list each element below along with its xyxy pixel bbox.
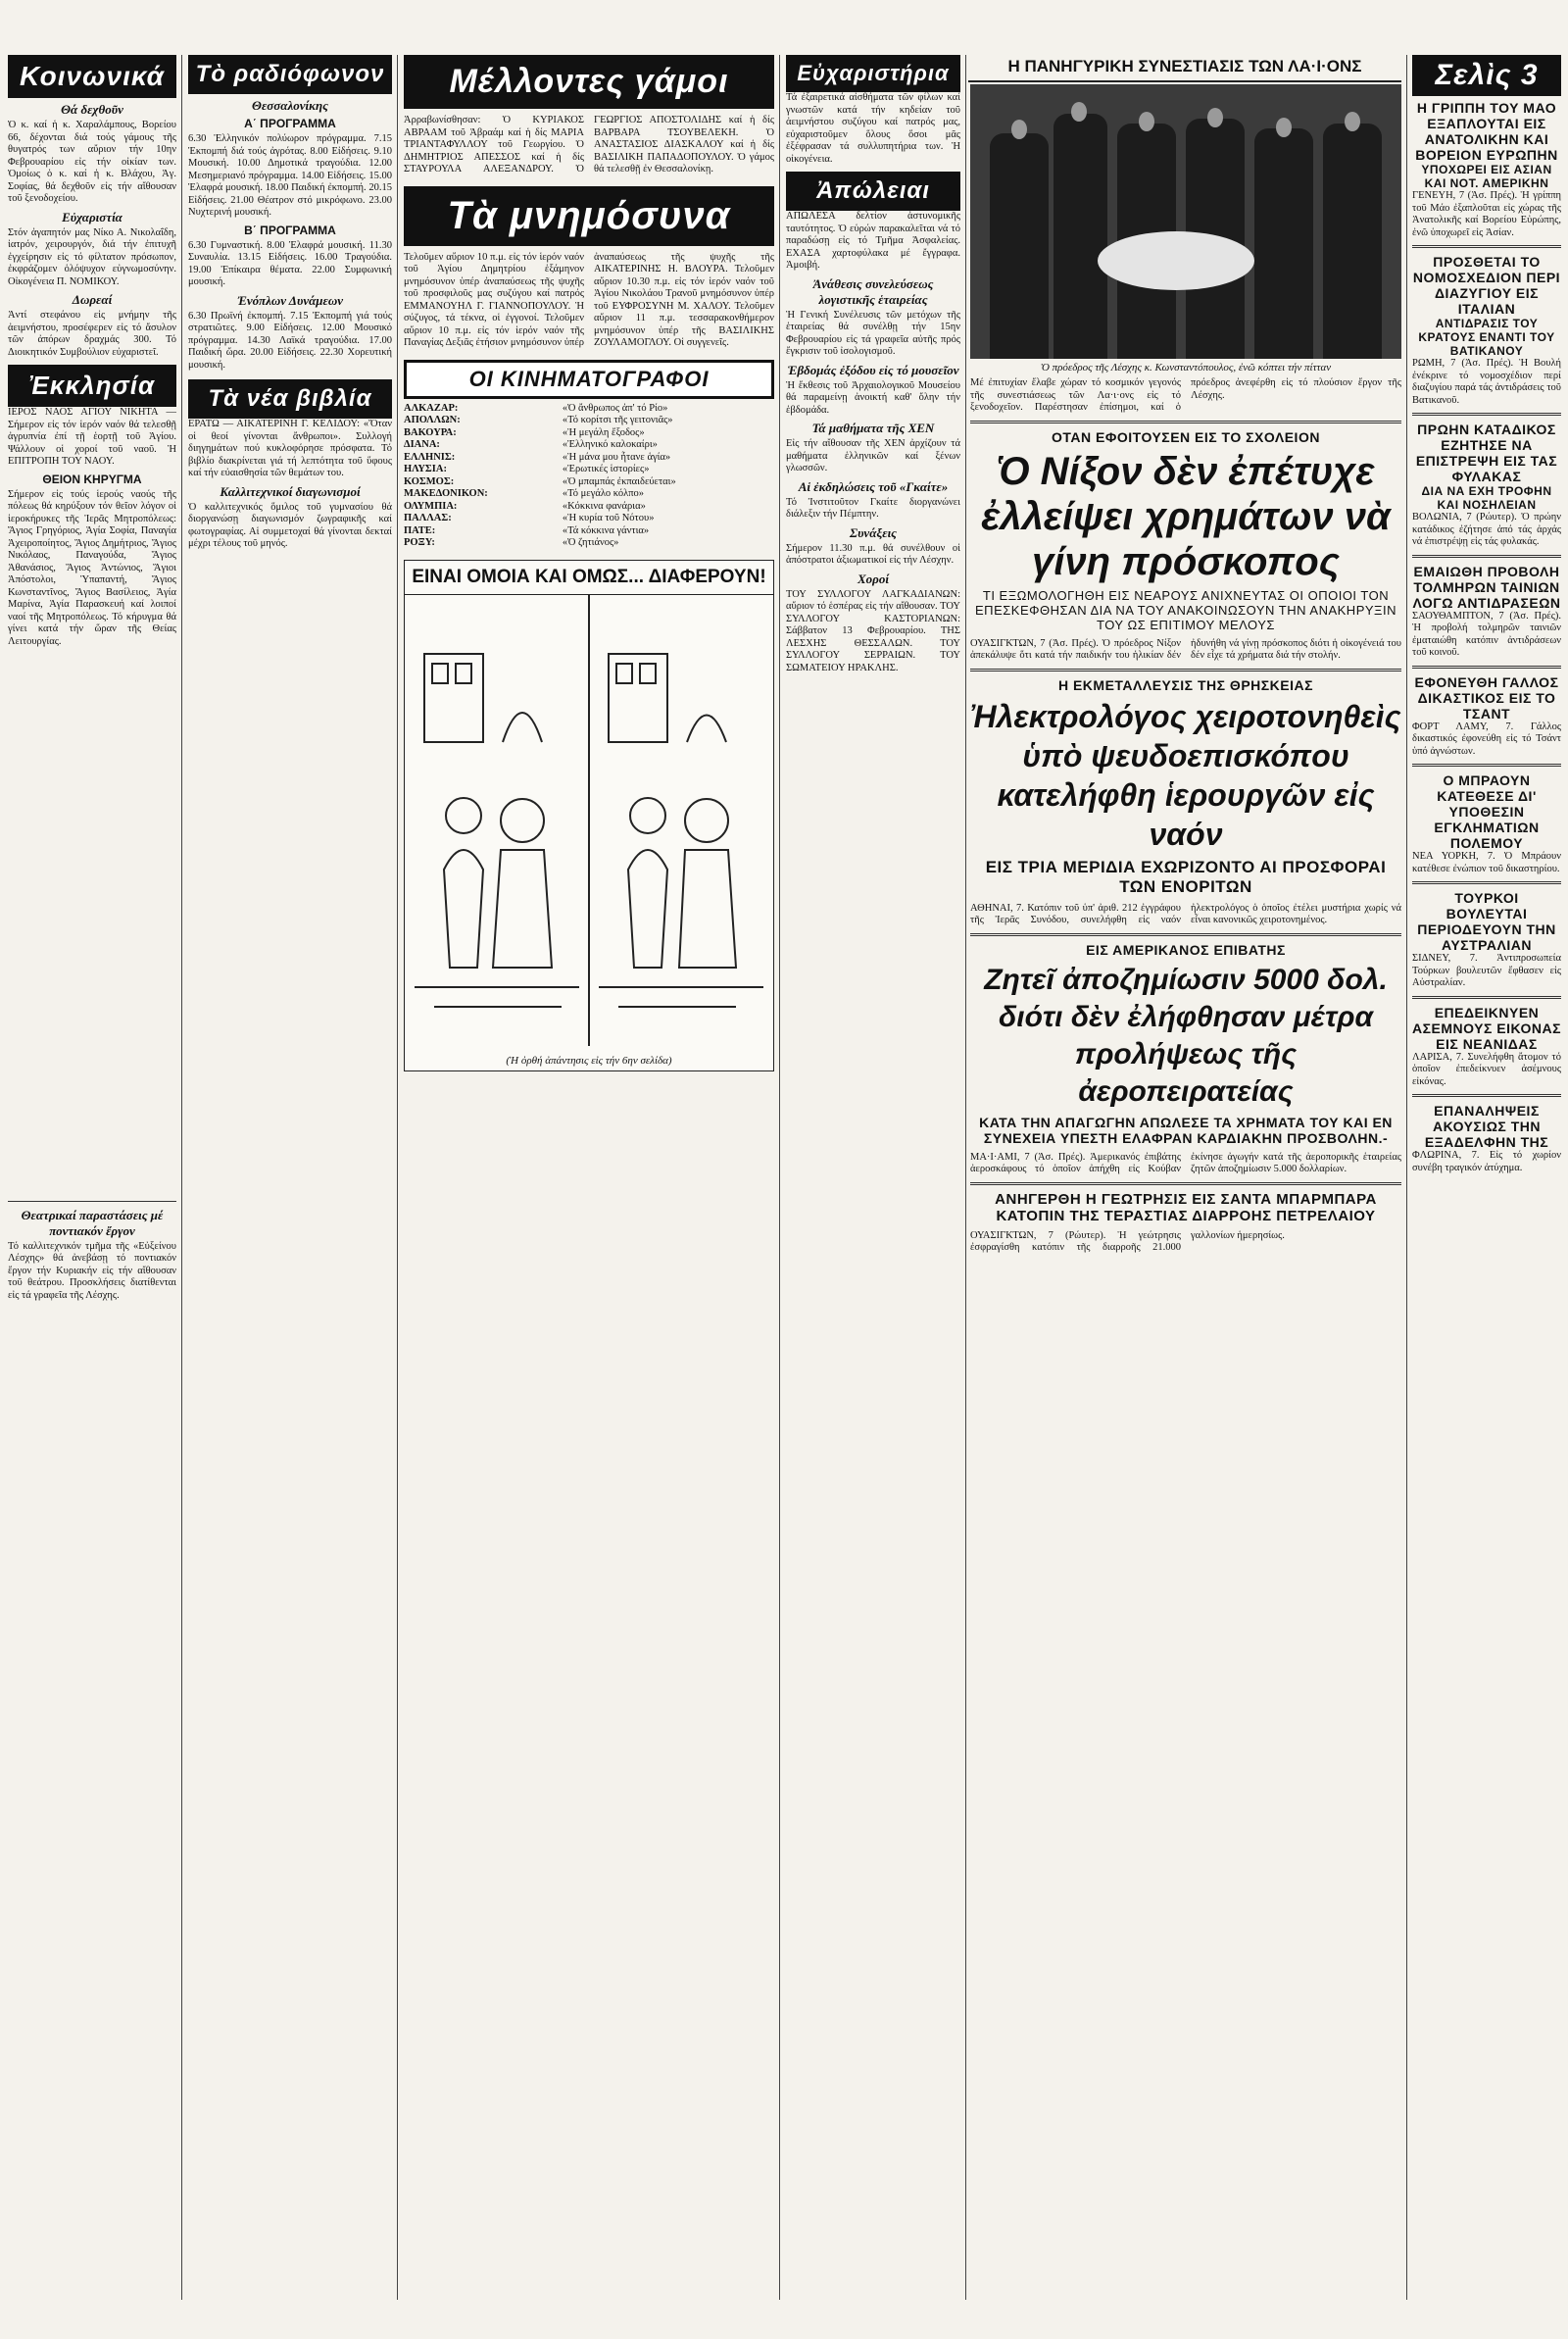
cinema-row: [404, 464, 774, 476]
program-heading: Α΄ ΠΡΟΓΡΑΜΜΑ: [244, 117, 336, 130]
program-heading: Β΄ ΠΡΟΓΡΑΜΜΑ: [244, 223, 336, 237]
article-text: 6.30 Πρωϊνή ἐκπομπή. 7.15 Ἐκπομπή γιά τούς στρατιῶτες. 9.00 Εἰδήσεις. 12.00 Μουσικό πρόγραμμα. 14.30 Λαϊκά τραγούδια. 17.00 Παιδική ὥρα. 20.00 Εἰδήσεις. 22.30 Χορευτική μουσική.: [188, 310, 392, 371]
article-text: ΣΑΟΥΘΑΜΠΤΟΝ, 7 (Ἀσ. Πρές). Ἡ προβολή τολμηρῶν ταινιῶν ἐματαιώθη κατόπιν ἀντιδράσεων τοῦ κοινοῦ.: [1412, 610, 1561, 658]
article-text: ΦΟΡΤ ΛΑΜΥ, 7. Γάλλος δικαστικός ἐφονεύθη εἰς τό Τσάντ ὑπό ἀγνώστων.: [1412, 721, 1561, 757]
cinema-listings: [404, 403, 774, 550]
divider: [970, 933, 1401, 936]
article-text: Σήμερον 11.30 π.μ. θά συνέλθουν οἱ ἀπόστρατοι ἀξιωματικοί εἰς τήν Λέσχην.: [786, 542, 960, 566]
section-header-cinemas: [404, 360, 774, 399]
deck: ΑΝΤΙΔΡΑΣΙΣ ΤΟΥ ΚΡΑΤΟΥΣ ΕΝΑΝΤΙ ΤΟΥ ΒΑΤΙΚΑΝΟΥ: [1418, 317, 1555, 358]
article-text: 6.30 Ἑλληνικόν πολύωρον πρόγραμμα. 7.15 Ἐκπομπή διά τούς ἀγρότας. 8.00 Εἰδήσεις. 9.10 Μουσική. 10.00 Δημοτικά τραγούδια. 12.00 Μεσημεριανό πρόγραμμα. 14.00 Εἰδήσεις. 15.00 Ἐλαφρά μουσική. 18.00 Παιδική ἐκπομπή. 20.15 Εἰδήσεις. 21.00 Θέατρον στό μικρόφωνο. 23.00 Νυχτερινή μουσική.: [188, 133, 392, 218]
section-title: Μέλλοντες γάμοι: [449, 63, 729, 100]
cinema-row: [404, 513, 774, 525]
article-text: ΣΙΔΝΕΥ, 7. Ἀντιπροσωπεία Τούρκων βουλευτῶν ἔφθασεν εἰς Αὐστραλίαν.: [1412, 953, 1561, 988]
cinema-film: «Ἡ μάνα μου ἦτανε ἁγία»: [562, 451, 671, 463]
cinema-row: [404, 476, 774, 489]
subheading: ΘΕΙΟΝ ΚΗΡΥΓΜΑ: [42, 472, 142, 486]
column-social: [8, 55, 176, 2300]
cinema-name: ΚΟΣΜΟΣ:: [404, 475, 455, 487]
divider: [1412, 413, 1561, 416]
article-text: ΤΟΥ ΣΥΛΛΟΓΟΥ ΛΑΓΚΑΔΙΑΝΩΝ: αὔριον τό ἑσπέρας εἰς τήν αἴθουσαν. ΤΟΥ ΣΥΛΛΟΓΟΥ ΚΑΣΤΟΡΙΑΝΩΝ: Σάββατον 13 Φεβρουαρίου. ΤΗΣ ΛΕΣΧΗΣ ΘΕΣΣΑΛΩΝ. ΤΟΥ ΣΥΛΛΟΓΟΥ ΣΕΡΡΑΙΩΝ. ΤΟΥ ΣΩΜΑΤΕΙΟΥ ΗΡΑΚΛΗΣ.: [786, 588, 960, 673]
lions-photo: [970, 84, 1401, 359]
section-header-losses: [786, 172, 960, 211]
deck: ΔΙΑ ΝΑ ΕΧΗ ΤΡΟΦΗΝ ΚΑΙ ΝΟΣΗΛΕΙΑΝ: [1421, 484, 1552, 512]
cinema-row: [404, 501, 774, 514]
section-title: Ἀπώλειαι: [816, 177, 930, 204]
banner-title: Η ΠΑΝΗΓΥΡΙΚΗ ΣΥΝΕΣΤΙΑΣΙΣ ΤΩΝ ΛΑ·Ι·ΟΝΣ: [1007, 57, 1362, 75]
article-text: ΦΛΩΡΙΝΑ, 7. Εἰς τό χωρίον συνέβη τραγικόν ἀτύχημα.: [1412, 1150, 1561, 1173]
article-text: Ἡ Γενική Συνέλευσις τῶν μετόχων τῆς ἑταιρείας θά συνέλθῃ τήν 15ην Φεβρουαρίου εἰς τά γραφεῖα αὐτῆς πρός ἔγκρισιν τοῦ ἰσολογισμοῦ.: [786, 309, 960, 357]
article-text: ΡΩΜΗ, 7 (Ἀσ. Πρές). Ἡ Βουλή ἐνέκρινε τό νομοσχέδιον περί διαζυγίου παρά τάς ἀντιδράσεις τοῦ Βατικανοῦ.: [1412, 358, 1561, 406]
cinema-row: [404, 452, 774, 465]
headline-turkish-mps: ΤΟΥΡΚΟΙ ΒΟΥΛΕΥΤΑΙ ΠΕΡΙΟΔΕΥΟΥΝ ΤΗΝ ΑΥΣΤΡΑΛΙΑΝ: [1417, 890, 1556, 953]
divider: [1412, 996, 1561, 999]
cinema-row: [404, 427, 774, 440]
section-header-books: [188, 379, 392, 419]
headline-electrician: Ἠλεκτρολόγος χειροτονηθεὶς ὑπὸ ψευδοεπισκόπου κατελήφθη ἱερουργῶν εἰς ναόν: [970, 698, 1401, 852]
cinema-film: «Ἡ κυρία τοῦ Νότου»: [562, 513, 655, 523]
deck: ΕΙΣ ΤΡΙΑ ΜΕΡΙΔΙΑ ΕΧΩΡΙΖΟΝΤΟ ΑΙ ΠΡΟΣΦΟΡΑΙ ΤΩΝ ΕΝΟΡΙΤΩΝ: [985, 857, 1387, 896]
cinema-row: [404, 439, 774, 452]
cinema-name: ΑΠΟΛΛΩΝ:: [404, 415, 461, 425]
headline-passenger: Ζητεῖ ἀποζημίωσιν 5000 δολ. διότι δὲν ἐλήφθησαν μέτρα προλήψεως τῆς ἀεροπειρατείας: [984, 963, 1388, 1108]
article-text: ΙΕΡΟΣ ΝΑΟΣ ΑΓΙΟΥ ΝΙΚΗΤΑ — Σήμερον εἰς τόν ἱερόν ναόν θά τελεσθῇ ἀγρυπνία ἐπί τῇ ἑορτῇ τοῦ Ἁγίου. Ψάλλουν οἱ χοροί τοῦ ναοῦ. Ἡ ΕΠΙΤΡΟΠΗ ΤΟΥ ΝΑΟΥ.: [8, 407, 176, 467]
column-rule: [397, 55, 398, 2300]
subheading: Θεατρικαί παραστάσεις μέ ποντιακόν ἔργον: [21, 1207, 164, 1238]
cinema-name: ΕΛΛΗΝΙΣ:: [404, 451, 456, 463]
headline-divorce: ΠΡΟΣΘΕΤΑΙ ΤΟ ΝΟΜΟΣΧΕΔΙΟΝ ΠΕΡΙ ΔΙΑΖΥΓΙΟΥ ΕΙΣ ΙΤΑΛΙΑΝ: [1412, 254, 1561, 317]
article-text: Ἀρραβωνίσθησαν: Ὁ ΚΥΡΙΑΚΟΣ ΑΒΡΑΑΜ τοῦ Ἀβραάμ καί ἡ δίς ΜΑΡΙΑ ΤΡΙΑΝΤΑΦΥΛΛΟΥ τοῦ Γεωργίου. Ὁ ΔΗΜΗΤΡΙΟΣ ΑΠΕΣΣΟΣ καί ἡ δίς ΣΤΑΥΡΟΥΛΑ ΑΛΕΞΑΝΔΡΟΥ. Ὁ ΓΕΩΡΓΙΟΣ ΑΠΟΣΤΟΛΙΔΗΣ καί ἡ δίς ΒΑΡΒΑΡΑ ΤΣΟΥΒΕΛΕΚΗ. Ὁ ΑΝΑΣΤΑΣΙΟΣ ΔΙΑΣΚΑΛΟΥ καί ἡ δίς ΒΑΣΙΛΙΚΗ ΠΑΠΑΔΟΠΟΥΛΟΥ. Ὁ γάμος θά τελεσθῇ ἐν Θεσσαλονίκῃ.: [404, 115, 774, 174]
cartoon-drawing: [405, 595, 773, 1046]
headline-chad: ΕΦΟΝΕΥΘΗ ΓΑΛΛΟΣ ΔΙΚΑΣΤΙΚΟΣ ΕΙΣ ΤΟ ΤΣΑΝΤ: [1414, 673, 1559, 722]
subheading: Συνάξεις: [850, 524, 897, 540]
article-text: ΑΘΗΝΑΙ, 7. Κατόπιν τοῦ ὑπ' ἀριθ. 212 ἐγγράφου τῆς Ἱερᾶς Συνόδου, συνελήφθη εἰς ναόν ἠλεκτρολόγος ὁ ὁποῖος ἐτέλει μυστήρια χωρίς νά εἶναι κανονικῶς χειροτονημένος.: [970, 902, 1401, 925]
article-text: ΜΑ·Ι·ΑΜΙ, 7 (Ἀσ. Πρές). Ἀμερικανός ἐπιβάτης ἀεροσκάφους τό ὁποῖον ἀπήχθη εἰς Κούβαν ἐκίνησε ἀγωγήν κατά τῆς ἀεροπορικῆς ἑταιρείας ζητῶν ἀποζημίωσιν 5.000 δολλαρίων.: [970, 1151, 1401, 1174]
article-text: Τό Ἰνστιτοῦτον Γκαίτε διοργανώνει διάλεξιν τήν Πέμπτην.: [786, 496, 960, 520]
divider: [970, 1182, 1401, 1185]
subheading: Καλλιτεχνικοί διαγωνισμοί: [220, 483, 361, 499]
cinema-row: [404, 525, 774, 538]
cinema-name: ΡΟΞΥ:: [404, 537, 435, 548]
article-text: Ἡ ἔκθεσις τοῦ Ἀρχαιολογικοῦ Μουσείου θά παραμείνῃ ἀνοικτή καθ' ὅλην τήν ἑβδομάδα.: [786, 379, 960, 416]
cinema-film: «Κόκκινα φανάρια»: [562, 500, 646, 512]
article-text: Σήμερον εἰς τούς ἱερούς ναούς τῆς πόλεως θά κηρύξουν τόν θεῖον λόγον οἱ ἱεροκήρυκες τῆς Ἱερᾶς Μητροπόλεως: Ἅγιος Γρηγόριος, Ἁγία Σοφία, Παναγία Ἀχειροποίητος, Ἅγιος Δημήτριος, Ἅγιος Νικόλαος, Παναγούδα, Ἅγιος Ἀθανάσιος, Ἅγιος Ἀντώνιος, Ἅγιοι Ἀπόστολοι, Ὑπαπαντή, Ἅγιος Κωνσταντῖνος, Ἅγιος Βασίλειος, Ἁγία Μαρίνα, Ἁγία Παρασκευή καί λοιποί ναοί τῆς Μητροπόλεως. Τό κήρυγμα θά γίνει κατά τήν ὥραν τῆς Θείας Λειτουργίας.: [8, 488, 176, 647]
article-text: Ἀντί στεφάνου εἰς μνήμην τῆς ἀειμνήστου, προσέφερεν εἰς τό ἄσυλον τῶν ἀπόρων δραχμάς 300. Τό Διοικητικόν Συμβούλιον εὐχαριστεῖ.: [8, 310, 176, 358]
section-title: Κοινωνικά: [19, 61, 165, 91]
article-text: 6.30 Γυμναστική. 8.00 Ἐλαφρά μουσική. 11.30 Συναυλία. 13.15 Εἰδήσεις. 16.00 Τραγούδια. 19.00 Ἐπίκαιρα θέματα. 22.00 Συμφωνική μουσική.: [188, 239, 392, 287]
subheading: Ἐνόπλων Δυνάμεων: [236, 292, 344, 308]
headline-flu: Η ΓΡΙΠΠΗ ΤΟΥ ΜΑΟ ΕΞΑΠΛΟΥΤΑΙ ΕΙΣ ΑΝΑΤΟΛΙΚΗΝ ΚΑΙ ΒΟΡΕΙΟΝ ΕΥΡΩΠΗΝ: [1415, 100, 1558, 163]
cinema-row: [404, 537, 774, 550]
column-main-news: [970, 84, 1401, 2300]
column-rule: [965, 55, 966, 2300]
article-text: Τά ἐξαιρετικά αἰσθήματα τῶν φίλων καί γνωστῶν κατά τήν κηδείαν τοῦ ἀειμνήστου συζύγου καί πατρός μας, εὐχαριστοῦμεν ὅλους ὅσοι μᾶς ἐξέφρασαν τά συλλυπητήρια των. Ἡ οἰκογένεια.: [786, 92, 960, 165]
kicker: Η ΕΚΜΕΤΑΛΛΕΥΣΙΣ ΤΗΣ ΘΡΗΣΚΕΙΑΣ: [1057, 676, 1314, 693]
divider: [8, 1201, 176, 1202]
cinema-film: «Ἑλληνικό καλοκαίρι»: [562, 439, 658, 450]
article-text: ΟΥΑΣΙΓΚΤΩΝ, 7 (Ἀσ. Πρές). Ὁ πρόεδρος Νίξον ἀπεκάλυψε ὅτι κατά τήν παιδικήν του ἡλικίαν δέν ἠδυνήθη νά γίνῃ πρόσκοπος διότι ἡ οἰκογένειά του δέν εἶχε τά χρήματα διά τήν στολήν.: [970, 637, 1401, 661]
headline-florina: ΕΠΑΝΑΛΗΨΕΙΣ ΑΚΟΥΣΙΩΣ ΤΗΝ ΕΞΑΔΕΛΦΗΝ ΤΗΣ: [1424, 1103, 1549, 1150]
divider: [1412, 245, 1561, 248]
column-radio: [188, 55, 392, 2300]
subheading: Αἱ ἐκδηλώσεις τοῦ «Γκαίτε»: [798, 478, 949, 494]
article-text: ΑΠΩΛΕΣΑ δελτίον ἀστυνομικῆς ταυτότητος. Ὁ εὑρών παρακαλεῖται νά τό παραδώσῃ εἰς τό Τμῆμα Ἀσφαλείας. ΕΧΑΣΑ χαρτοφύλακα μέ ἔγγραφα. Ἀμοιβή.: [786, 211, 960, 271]
subheading: Χοροί: [858, 571, 889, 586]
cinema-name: ΗΛΥΣΙΑ:: [404, 464, 447, 474]
cinema-film: «Τά κόκκινα γάντια»: [562, 524, 650, 536]
article-text: ΛΑΡΙΣΑ, 7. Συνελήφθη ἄτομον τό ὁποῖον ἐπεδείκνυεν ἀσέμνους εἰκόνας.: [1412, 1051, 1561, 1087]
article-text: ΒΟΛΩΝΙΑ, 7 (Ρώυτερ). Ὁ πρώην κατάδικος ἐζήτησε ἀπό τάς ἀρχάς νά ἐπιστρέψῃ εἰς τάς φυλακάς.: [1412, 512, 1561, 547]
section-header-thanks: [786, 55, 960, 92]
divider: [1412, 881, 1561, 884]
cinema-row: [404, 488, 774, 501]
headline-larisa: ΕΠΕΔΕΙΚΝΥΕΝ ΑΣΕΜΝΟΥΣ ΕΙΚΟΝΑΣ ΕΙΣ ΝΕΑΝΙΔΑΣ: [1412, 1004, 1561, 1052]
section-header-social: [8, 55, 176, 98]
section-title: ΟΙ ΚΙΝΗΜΑΤΟΓΡΑΦΟΙ: [468, 366, 710, 391]
cinema-name: ΑΛΚΑΖΑΡ:: [404, 402, 459, 414]
cinema-name: ΠΑΤΕ:: [404, 524, 436, 536]
headline-santa-barbara: ΑΝΗΓΕΡΘΗ Η ΓΕΩΤΡΗΣΙΣ ΕΙΣ ΣΑΝΤΑ ΜΠΑΡΜΠΑΡΑ ΚΑΤΟΠΙΝ ΤΗΣ ΤΕΡΑΣΤΙΑΣ ΔΙΑΡΡΟΗΣ ΠΕΤΡΕΛΑΙΟΥ: [995, 1190, 1377, 1224]
section-header-memorials: [404, 186, 774, 246]
subheading: Θεσσαλονίκης: [252, 98, 328, 113]
section-header-church: [8, 365, 176, 407]
divider: [1412, 555, 1561, 558]
article-text: ΟΥΑΣΙΓΚΤΩΝ, 7 (Ρώυτερ). Ἡ γεώτρησις ἐσφραγίσθη κατόπιν τῆς διαρροῆς 21.000 γαλλονίων ἡμερησίως.: [970, 1229, 1285, 1253]
page-number: Σελὶς 3: [1435, 59, 1539, 91]
section-title: Τὰ μνημόσυνα: [447, 193, 731, 237]
top-banner: [968, 55, 1401, 82]
cinema-name: ΒΑΚΟΥΡΑ:: [404, 426, 457, 438]
article-text: Ὁ καλλιτεχνικός ὅμιλος τοῦ γυμνασίου θά διοργανώσῃ διαγωνισμόν ζωγραφικῆς καί φωτογραφίας. Αἱ συμμετοχαί θά γίνονται δεκταί μέχρι τέλους τοῦ μηνός.: [188, 501, 392, 549]
divider: [1412, 666, 1561, 669]
cinema-name: ΜΑΚΕΔΟΝΙΚΟΝ:: [404, 488, 488, 499]
section-title: Ἐκκλησία: [28, 371, 156, 400]
cartoon-panel: [404, 560, 774, 1071]
subheading: Ἀνάθεσις συνελεύσεως λογιστικῆς ἑταιρείας: [812, 275, 934, 307]
cinema-name: ΟΛΥΜΠΙΑ:: [404, 500, 458, 512]
cartoon-caption: (Ἡ ὀρθή ἀπάντησις εἰς τήν 6ην σελίδα): [506, 1054, 672, 1067]
section-header-weddings: [404, 55, 774, 109]
subheading: Τά μαθήματα τῆς ΧΕΝ: [811, 421, 935, 435]
subheading: Θά δεχθοῦν: [61, 102, 123, 117]
photo-caption: Ὁ πρόεδρος τῆς Λέσχης κ. Κωνσταντόπουλος, ἐνῶ κόπτει τήν πίτταν: [1040, 362, 1332, 373]
headline-films: ΕΜΑΙΩΘΗ ΠΡΟΒΟΛΗ ΤΟΛΜΗΡΩΝ ΤΑΙΝΙΩΝ ΛΟΓΩ ΑΝΤΙΔΡΑΣΕΩΝ: [1412, 563, 1561, 611]
cinema-name: ΔΙΑΝΑ:: [404, 439, 440, 450]
kicker: ΕΙΣ ΑΜΕΡΙΚΑΝΟΣ ΕΠΙΒΑΤΗΣ: [1086, 941, 1286, 958]
column-thanks: [786, 55, 960, 2300]
cinema-film: «Τό κορίτσι τῆς γειτονιᾶς»: [562, 415, 673, 425]
column-world: [1412, 55, 1561, 2300]
article-text: Τό καλλιτεχνικόν τμῆμα τῆς «Εὐξείνου Λέσχης» θά ἀνεβάσῃ τό ποντιακόν ἔργον τήν Κυριακήν εἰς τήν αἴθουσαν τοῦ θεάτρου. Προσκλήσεις διατίθενται εἰς τά γραφεῖα τῆς Λέσχης.: [8, 1240, 176, 1301]
column-weddings: [404, 55, 774, 2300]
section-title: Τὰ νέα βιβλία: [208, 385, 372, 412]
section-header-radio: [188, 55, 392, 94]
divider: [970, 669, 1401, 672]
headline-convict: ΠΡΩΗΝ ΚΑΤΑΔΙΚΟΣ ΕΖΗΤΗΣΕ ΝΑ ΕΠΙΣΤΡΕΨΗ ΕΙΣ ΤΑΣ ΦΥΛΑΚΑΣ: [1415, 422, 1558, 484]
headline-nixon: Ὁ Νίξον δὲν ἐπέτυχε ἐλλείψει χρημάτων νὰ γίνη πρόσκοπος: [981, 449, 1391, 583]
page-number-box: [1412, 55, 1561, 96]
headline-braun: Ο ΜΠΡΑΟΥΝ ΚΑΤΕΘΕΣΕ ΔΙ' ΥΠΟΘΕΣΙΝ ΕΓΚΛΗΜΑΤΙΩΝ ΠΟΛΕΜΟΥ: [1434, 772, 1540, 851]
article-text: Μέ ἐπιτυχίαν ἔλαβε χώραν τό κοσμικόν γεγονός τῆς συνεστιάσεως τῶν Λα·ι·ονς εἰς τό ξενοδοχεῖον. Παρέστησαν ἐπίσημοι, καί ὁ πρόεδρος ἀνεφέρθη εἰς τό πλούσιον ἔργον τῆς Λέσχης.: [970, 377, 1401, 413]
cinema-film: «Ὁ ἄνθρωπος ἀπ' τό Ρίο»: [562, 402, 668, 414]
cinema-film: «Τό μεγάλο κόλπο»: [562, 488, 645, 499]
section-title: Εὐχαριστήρια: [797, 61, 950, 85]
subheading: Εὐχαριστία: [62, 209, 122, 224]
column-rule: [779, 55, 780, 2300]
article-text: ΝΕΑ ΥΟΡΚΗ, 7. Ὁ Μπράουν κατέθεσε ἐνώπιον τοῦ δικαστηρίου.: [1412, 851, 1561, 874]
article-text: Στόν ἀγαπητόν μας Νίκο Α. Νικολαΐδη, ἰατρόν, χειρουργόν, διά τήν ἐπιτυχῆ ἐγχείρησιν εἰς τό φίλτατον πρόσωπον, ἐκφράζομεν ὁλόψυχον εὐγνωμοσύνην. Οἰκογένεια Π. ΝΟΜΙΚΟΥ.: [8, 226, 176, 287]
article-text: Ὁ κ. καί ἡ κ. Χαραλάμπους, Βορείου 66, δέχονται διά τούς γάμους τῆς θυγατρός των αὔριον τήν 10ην Φεβρουαρίου εἰς τήν οἰκίαν των. Ὁμοίως ὁ κ. καί ἡ κ. Βλάχου, Ἀγ. Σοφίας, θά δεχθοῦν εἰς τήν αἴθουσαν τοῦ ξενοδοχείου.: [8, 120, 176, 204]
cartoon-title: ΕΙΝΑΙ ΟΜΟΙΑ ΚΑΙ ΟΜΩΣ... ΔΙΑΦΕΡΟΥΝ!: [405, 561, 773, 595]
cinema-film: «Ὁ μπαμπάς ἐκπαιδεύεται»: [562, 475, 676, 487]
column-rule: [1406, 55, 1407, 2300]
cinema-film: «Ὁ ζητιάνος»: [562, 537, 619, 548]
deck: ΥΠΟΧΩΡΕΙ ΕΙΣ ΑΣΙΑΝ ΚΑΙ ΝΟΤ. ΑΜΕΡΙΚΗΝ: [1421, 163, 1552, 190]
divider: [1412, 1094, 1561, 1097]
cinema-row: [404, 403, 774, 416]
article-text: ΓΕΝΕΥΗ, 7 (Ἀσ. Πρές). Ἡ γρίππη τοῦ Μάο ἐξαπλοῦται εἰς χώρας τῆς Ἀνατολικῆς καί Βορείου Εὐρώπης, ἐνῶ ὑποχωρεῖ εἰς Ἀσίαν.: [1412, 190, 1561, 238]
kicker: ΟΤΑΝ ΕΦΟΙΤΟΥΣΕΝ ΕΙΣ ΤΟ ΣΧΟΛΕΙΟΝ: [1052, 428, 1320, 445]
cinema-film: «Ἐρωτικές ἱστορίες»: [562, 464, 650, 474]
subheading: Δωρεαί: [72, 292, 113, 307]
divider: [1412, 764, 1561, 767]
article-text: Τελοῦμεν αὔριον 10 π.μ. εἰς τόν ἱερόν ναόν τοῦ Ἁγίου Δημητρίου ἑξάμηνον μνημόσυνον ὑπέρ ἀναπαύσεως τῆς ψυχῆς τοῦ προσφιλοῦς μας συζύγου καί πατρός ΕΜΜΑΝΟΥΗΛ Γ. ΓΙΑΝΝΟΠΟΥΛΟΥ. Ἡ σύζυγος, τά τέκνα, οἱ ἐγγονοί. Τελοῦμεν αὔριον 10 π.μ. εἰς τόν ἱερόν ναόν τῆς Παναγίας Δεξιᾶς ἐτήσιον μνημόσυνον ὑπέρ ἀναπαύσεως τῆς ψυχῆς τῆς ΑΙΚΑΤΕΡΙΝΗΣ Η. ΒΛΟΥΡΑ. Τελοῦμεν αὔριον 10.30 π.μ. εἰς τόν ἱερόν ναόν τοῦ Ἁγίου Νικολάου Τρανοῦ μνημόσυνον ὑπέρ τοῦ ΕΥΦΡΟΣΥΝΗ Μ. ΧΑΛΟΥ. Τελοῦμεν αὔριον 11 π.μ. τεσσαρακονθήμερον μνημόσυνον ὑπέρ τῆς ΒΑΣΙΛΙΚΗΣ ΖΟΥΛΑΜΟΓΛΟΥ. Οἱ συγγενεῖς.: [404, 251, 774, 348]
deck: ΚΑΤΑ ΤΗΝ ΑΠΑΓΩΓΗΝ ΑΠΩΛΕΣΕ ΤΑ ΧΡΗΜΑΤΑ ΤΟΥ ΚΑΙ ΕΝ ΣΥΝΕΧΕΙΑ ΥΠΕΣΤΗ ΕΛΑΦΡΑΝ ΚΑΡΔΙΑΚΗΝ ΠΡΟΣΒΟΛΗΝ.-: [979, 1114, 1393, 1146]
subheading: Ἑβδομάς ἐξόδου εἰς τό μουσεῖον: [787, 362, 959, 377]
deck: ΤΙ ΕΞΩΜΟΛΟΓΗΘΗ ΕΙΣ ΝΕΑΡΟΥΣ ΑΝΙΧΝΕΥΤΑΣ ΟΙ ΟΠΟΙΟΙ ΤΟΝ ΕΠΕΣΚΕΦΘΗΣΑΝ ΔΙΑ ΝΑ ΤΟΥ ΑΝΑΚΟΙΝΩΣΟΥΝ ΤΗΝ ΑΝΑΚΗΡΥΞΙΝ ΤΟΥ ΩΣ ΕΠΙΤΙΜΟΥ ΜΕΛΟΥΣ: [975, 587, 1396, 632]
article-text: ΕΡΑΤΩ — ΑΙΚΑΤΕΡΙΝΗ Γ. ΚΕΛΙΔΟΥ: «Ὅταν οἱ θεοί γίνονται ἄνθρωποι». Συλλογή διηγημάτων πού κυκλοφόρησε πρόσφατα. Τό βιβλίο διακρίνεται γιά τή λεπτότητα τοῦ ὕφους καί τήν εὐαισθησία τῶν θεμάτων του.: [188, 419, 392, 478]
cinema-row: [404, 415, 774, 427]
section-title: Τὸ ραδιόφωνον: [195, 61, 385, 87]
cinema-film: «Ἡ μεγάλη ἔξοδος»: [562, 426, 645, 438]
column-rule: [181, 55, 182, 2300]
cinema-name: ΠΑΛΛΑΣ:: [404, 513, 452, 523]
divider: [970, 421, 1401, 423]
article-text: Εἰς τήν αἴθουσαν τῆς ΧΕΝ ἀρχίζουν τά μαθήματα ἑλληνικῶν καί ξένων γλωσσῶν.: [786, 438, 960, 473]
